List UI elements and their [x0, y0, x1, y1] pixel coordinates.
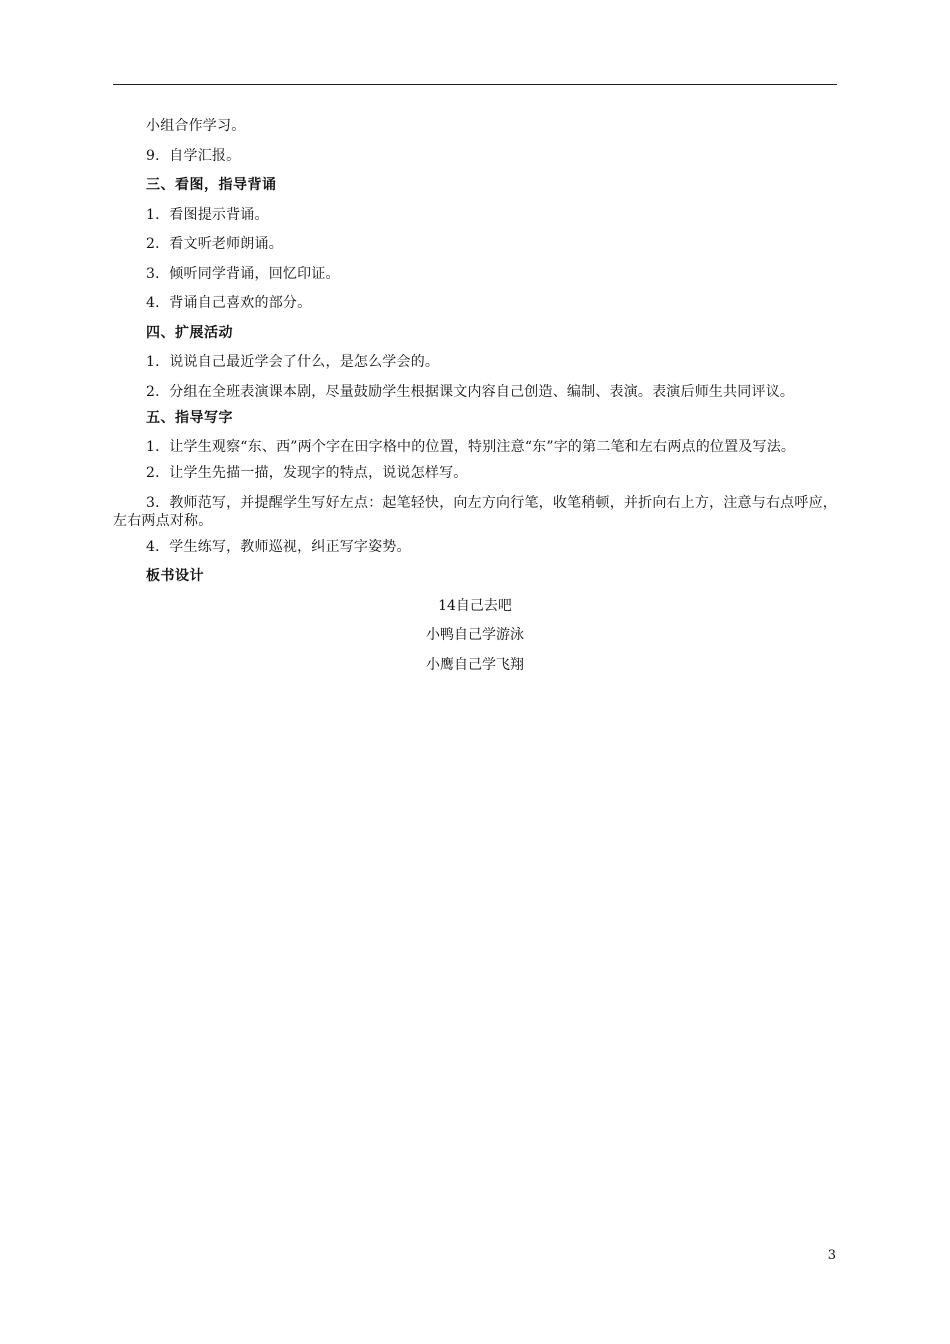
section-heading: 三、看图，指导背诵 [146, 177, 277, 193]
page-number: 3 [827, 1248, 836, 1263]
paragraph: 1．看图提示背诵。 [146, 206, 269, 223]
section-heading: 四、扩展活动 [146, 324, 233, 341]
document-body [113, 117, 837, 685]
paragraph: 9．自学汇报。 [146, 147, 241, 164]
paragraph: 1．让学生观察“东、西”两个字在田字格中的位置，特别注意“东”字的第二笔和左右两点的位置及写法。 [146, 439, 796, 455]
section-heading: 五、指导写字 [146, 409, 233, 426]
board-line: 小鸭自己学游泳 [426, 627, 524, 643]
paragraph: 2．让学生先描一描，发现字的特点，说说怎样写。 [146, 465, 468, 481]
board-title: 14自己去吧 [438, 597, 512, 614]
paragraph: 小组合作学习。 [146, 118, 246, 134]
paragraph: 4．背诵自己喜欢的部分。 [146, 295, 312, 311]
board-line: 小鹰自己学飞翔 [426, 656, 524, 673]
paragraph: 2．分组在全班表演课本剧，尽量鼓励学生根据课文内容自己创造、编制、表演。表演后师生共同评议。 [146, 383, 795, 400]
paragraph: 3．教师范写，并提醒学生写好左点：起笔轻快，向左方向行笔，收笔稍顿，并折向右上方，注意与右点呼应，左右两点对称。 [113, 494, 837, 529]
paragraph: 3．倾听同学背诵，回忆印证。 [146, 265, 340, 282]
section-heading: 板书设计 [146, 568, 204, 584]
paragraph: 2．看文听老师朗诵。 [146, 236, 283, 252]
header-rule [113, 84, 837, 85]
paragraph: 4．学生练写，教师巡视，纠正写字姿势。 [146, 538, 411, 555]
paragraph: 1．说说自己最近学会了什么，是怎么学会的。 [146, 354, 440, 370]
